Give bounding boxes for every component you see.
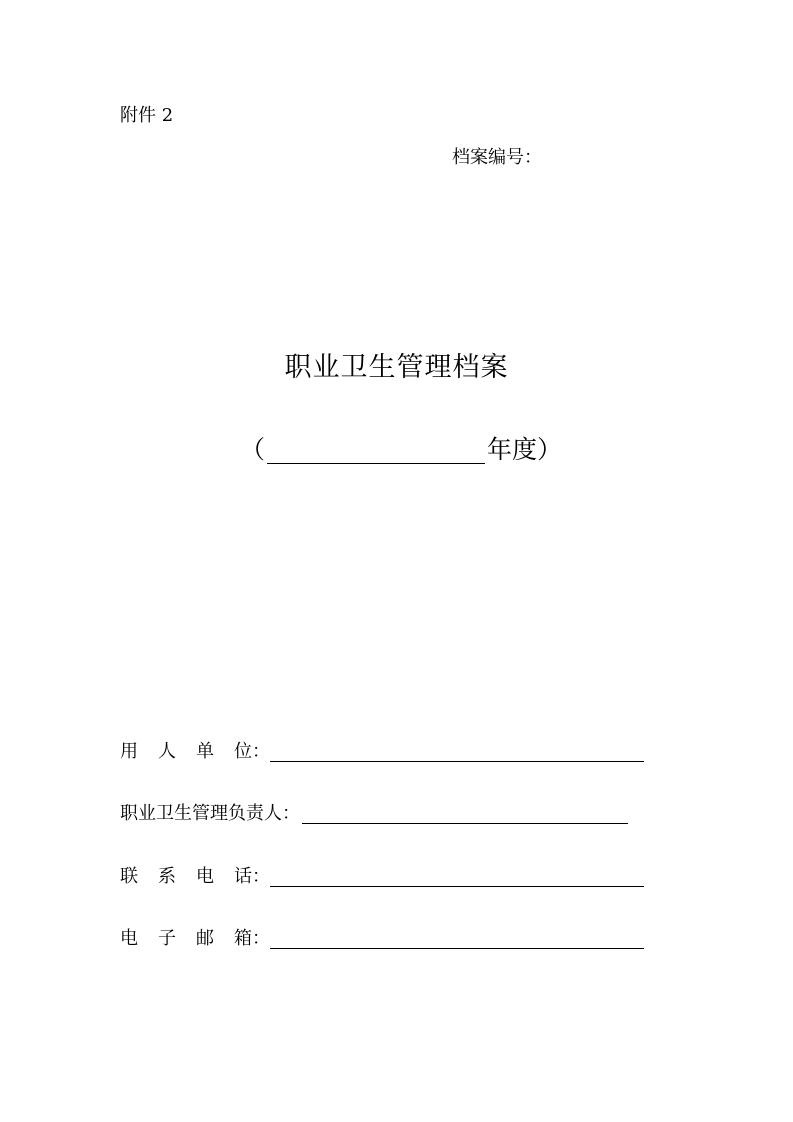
year-open-paren: （	[240, 435, 266, 464]
employer-label	[120, 740, 270, 764]
manager-field	[120, 802, 628, 826]
phone-blank-line[interactable]	[270, 866, 644, 887]
employer-label-char: 单	[196, 741, 214, 762]
employer-label-char: 位：	[234, 741, 270, 762]
employer-label-char: 人	[158, 741, 176, 762]
email-field	[120, 927, 644, 951]
phone-label	[120, 865, 270, 889]
employer-label-char: 用	[120, 741, 138, 762]
document-title: 职业卫生管理档案	[284, 352, 509, 383]
manager-blank-line[interactable]	[302, 803, 628, 824]
file-number-label: 档案编号：	[452, 147, 542, 168]
year-line	[240, 434, 562, 466]
email-label-char: 邮	[196, 928, 214, 949]
email-blank-line[interactable]	[270, 928, 644, 949]
phone-label-char: 话：	[234, 866, 270, 887]
email-label-char: 子	[158, 928, 176, 949]
year-blank-line	[267, 435, 485, 464]
email-label-char: 箱：	[234, 928, 270, 949]
phone-label-char: 系	[158, 866, 176, 887]
employer-field	[120, 740, 644, 764]
email-label-char: 电	[120, 928, 138, 949]
year-suffix: 年度）	[487, 435, 563, 464]
phone-field	[120, 865, 644, 889]
phone-label-char: 联	[120, 866, 138, 887]
email-label	[120, 927, 270, 951]
attachment-label: 附件 2	[120, 105, 174, 126]
employer-blank-line[interactable]	[270, 741, 644, 762]
manager-label: 职业卫生管理负责人：	[120, 803, 300, 824]
phone-label-char: 电	[196, 866, 214, 887]
